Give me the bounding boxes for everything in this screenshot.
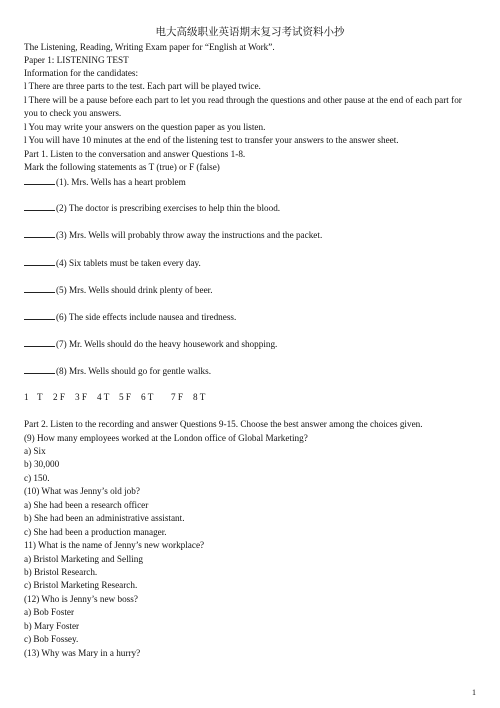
info-line: l There will be a pause before each part to let you read through the questions and other pause at the end of each part for bbox=[24, 95, 462, 105]
answer-key-item: T bbox=[37, 392, 43, 402]
statement-row bbox=[24, 228, 322, 241]
option-line: a) Six bbox=[24, 446, 46, 456]
info-line: l You will have 10 minutes at the end of the listening test to transfer your answers to the answer sheet. bbox=[24, 135, 399, 145]
statement-row bbox=[24, 283, 213, 296]
answer-key-item: 7 F bbox=[171, 392, 184, 402]
statement-row bbox=[24, 337, 277, 350]
statement-row bbox=[24, 256, 201, 269]
statement-text: (3) Mrs. Wells will probably throw away the instructions and the packet. bbox=[56, 230, 323, 240]
answer-key bbox=[24, 391, 215, 403]
answer-blank bbox=[24, 228, 55, 238]
option-line: a) Bristol Marketing and Selling bbox=[24, 554, 143, 564]
part1-instruction: Mark the following statements as T (true) or F (false) bbox=[24, 162, 220, 172]
option-line: c) Bob Fossey. bbox=[24, 634, 79, 644]
page-number: 1 bbox=[472, 688, 476, 697]
statement-row bbox=[24, 310, 236, 323]
answer-blank bbox=[24, 310, 55, 320]
part2-heading: Part 2. Listen to the recording and answer Questions 9-15. Choose the best answer among the choices given. bbox=[24, 419, 423, 429]
option-line: a) Bob Foster bbox=[24, 607, 75, 617]
answer-blank bbox=[24, 283, 55, 293]
info-heading: Information for the candidates: bbox=[24, 68, 139, 78]
answer-key-item: 8 T bbox=[193, 392, 206, 402]
info-line: you to check you answers. bbox=[24, 108, 122, 118]
answer-blank bbox=[24, 364, 55, 374]
question-line: (9) How many employees worked at the London office of Global Marketing? bbox=[24, 433, 308, 443]
answer-key-item: 3 F bbox=[75, 392, 88, 402]
answer-key-item: 1 bbox=[24, 392, 29, 402]
answer-blank bbox=[24, 256, 55, 266]
option-line: a) She had been a research officer bbox=[24, 500, 149, 510]
statement-text: (6) The side effects include nausea and tiredness. bbox=[56, 312, 237, 322]
question-line: 11) What is the name of Jenny’s new workplace? bbox=[24, 540, 205, 550]
page-title: 电大高级职业英语期末复习考试资料小抄 bbox=[155, 26, 345, 38]
statement-row bbox=[24, 364, 211, 377]
statement-text: (2) The doctor is prescribing exercises to help thin the blood. bbox=[56, 203, 281, 213]
info-line: l You may write your answers on the question paper as you listen. bbox=[24, 122, 266, 132]
question-line: (13) Why was Mary in a hurry? bbox=[24, 648, 141, 658]
option-line: b) Mary Foster bbox=[24, 621, 80, 631]
answer-key-item: 4 T bbox=[97, 392, 110, 402]
answer-blank bbox=[24, 175, 55, 185]
statement-text: (4) Six tablets must be taken every day. bbox=[56, 258, 201, 268]
option-line: b) Bristol Research. bbox=[24, 567, 98, 577]
option-line: b) 30,000 bbox=[24, 459, 60, 469]
option-line: c) She had been a production manager. bbox=[24, 527, 167, 537]
answer-blank bbox=[24, 201, 55, 211]
question-line: (12) Who is Jenny’s new boss? bbox=[24, 594, 138, 604]
info-line: l There are three parts to the test. Each part will be played twice. bbox=[24, 81, 261, 91]
answer-key-item: 2 F bbox=[53, 392, 66, 402]
statement-text: (1). Mrs. Wells has a heart problem bbox=[56, 177, 186, 187]
answer-blank bbox=[24, 337, 55, 347]
paper-heading: Paper 1: LISTENING TEST bbox=[24, 55, 129, 65]
statement-row bbox=[24, 175, 186, 188]
part1-heading: Part 1. Listen to the conversation and answer Questions 1-8. bbox=[24, 149, 246, 159]
intro-text: The Listening, Reading, Writing Exam paper for “English at Work”. bbox=[24, 42, 275, 52]
statement-text: (5) Mrs. Wells should drink plenty of beer. bbox=[56, 285, 213, 295]
statement-text: (8) Mrs. Wells should go for gentle walks. bbox=[56, 366, 212, 376]
question-line: (10) What was Jenny’s old job? bbox=[24, 486, 140, 496]
option-line: c) 150. bbox=[24, 473, 50, 483]
answer-key-item: 6 T bbox=[141, 392, 154, 402]
statement-text: (7) Mr. Wells should do the heavy housework and shopping. bbox=[56, 339, 278, 349]
answer-key-item: 5 F bbox=[119, 392, 132, 402]
statement-row bbox=[24, 201, 280, 214]
option-line: b) She had been an administrative assistant. bbox=[24, 513, 185, 523]
option-line: c) Bristol Marketing Research. bbox=[24, 580, 138, 590]
